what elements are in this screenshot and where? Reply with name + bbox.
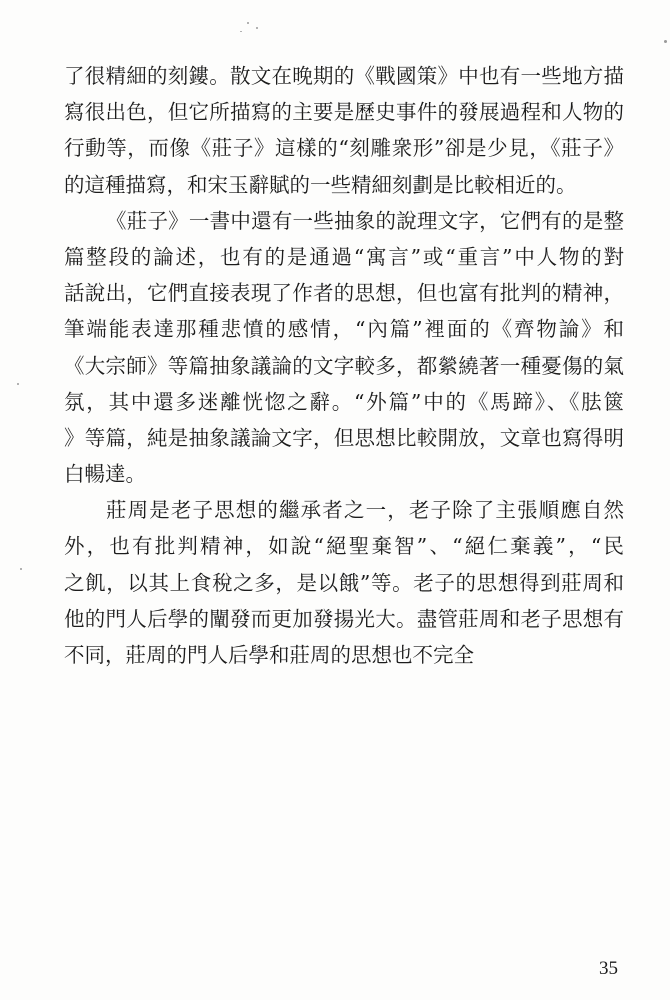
scan-speck <box>664 40 667 43</box>
text-line: 之飢，以其上食稅之多，是以餓”等。老子的思想得到莊周和 <box>64 570 624 595</box>
text-line: 行動等，而像《莊子》這樣的“刻雕衆形”卻是少見，《莊子》 <box>64 136 624 161</box>
text-line: 話說出，它們直接表現了作者的思想，但也富有批判的精神， <box>64 281 624 306</box>
scan-speck <box>20 568 22 570</box>
text-line: 了很精細的刻鏤。散文在晚期的《戰國策》中也有一些地方描 <box>64 64 624 88</box>
text-line: 《莊子》一書中還有一些抽象的說理文字，它們有的是整 <box>106 208 624 233</box>
text-line: 的這種描寫，和宋玉辭賦的一些精細刻劃是比較相近的。 <box>64 172 577 197</box>
text-line: 外，也有批判精神，如說“絕聖棄智”、“絕仁棄義”，“民 <box>64 534 624 559</box>
paragraph-3 <box>64 492 624 673</box>
text-line: 《大宗師》等篇抽象議論的文字較多，都縈繞著一種憂傷的氣 <box>64 353 624 378</box>
text-line: 》等篇，純是抽象議論文字，但思想比較開放，文章也寫得明 <box>64 425 624 450</box>
text-line: 不同，莊周的門人后學和莊周的思想也不完全 <box>64 643 474 667</box>
paragraph-1 <box>64 58 624 203</box>
paragraph-2 <box>64 203 624 493</box>
text-line: 他的門人后學的闡發而更加發揚光大。盡管莊周和老子思想有 <box>64 606 624 631</box>
text-line: 筆端能表達那種悲憤的感情，“內篇”裡面的《齊物論》和 <box>64 317 624 342</box>
text-line: 篇整段的論述，也有的是通過“寓言”或“重言”中人物的對 <box>64 244 624 269</box>
scan-speck <box>256 27 258 29</box>
body-text <box>64 58 624 673</box>
scan-speck <box>240 31 242 32</box>
scan-speck <box>17 383 19 385</box>
page-number: 35 <box>599 958 618 979</box>
text-line: 氛，其中還多迷離恍惚之辭。“外篇”中的《馬蹄》、《胠篋 <box>64 389 624 414</box>
scan-speck <box>247 22 249 24</box>
text-line: 寫很出色，但它所描寫的主要是歷史事件的發展過程和人物的 <box>64 100 624 125</box>
text-line: 白暢達。 <box>64 462 146 487</box>
text-line: 莊周是老子思想的繼承者之一，老子除了主張順應自然 <box>106 498 624 523</box>
